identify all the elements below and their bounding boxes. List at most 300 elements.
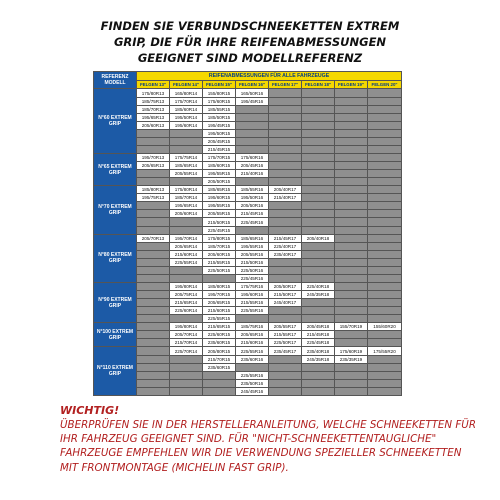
empty-cell	[302, 242, 335, 250]
empty-cell	[335, 234, 368, 242]
size-cell: 225/50R17	[269, 339, 302, 347]
size-cell: 215/70R15	[203, 355, 236, 363]
empty-cell	[269, 202, 302, 210]
empty-cell	[269, 162, 302, 170]
empty-cell	[269, 379, 302, 387]
empty-cell	[368, 307, 402, 315]
empty-cell	[137, 242, 170, 250]
empty-cell	[335, 97, 368, 105]
empty-cell	[170, 315, 203, 323]
empty-cell	[170, 129, 203, 137]
empty-cell	[302, 274, 335, 282]
size-cell: 225/45R15	[203, 226, 236, 234]
title-line-3: GEEIGNET SIND MODELLREFERENZ	[137, 51, 363, 65]
size-cell: 215/65R14	[170, 299, 203, 307]
size-cell: 185/80R13	[137, 186, 170, 194]
empty-cell	[236, 129, 269, 137]
table-row	[94, 242, 402, 250]
size-cell: 215/55R15	[203, 258, 236, 266]
column-header: FELGEN 18"	[302, 81, 335, 89]
size-cell: 195/55R16	[236, 242, 269, 250]
size-cell: 185/60R14	[170, 105, 203, 113]
empty-cell	[137, 226, 170, 234]
size-cell: 195/45R15	[203, 121, 236, 129]
empty-cell	[302, 97, 335, 105]
empty-cell	[137, 299, 170, 307]
model-ref-cell: N°100 EXTREM GRIP	[94, 323, 137, 347]
empty-cell	[368, 299, 402, 307]
empty-cell	[335, 258, 368, 266]
empty-cell	[137, 331, 170, 339]
empty-cell	[269, 274, 302, 282]
empty-cell	[170, 226, 203, 234]
table-row	[94, 307, 402, 315]
empty-cell	[302, 178, 335, 186]
empty-cell	[137, 282, 170, 290]
size-cell: 225/70R14	[170, 347, 203, 355]
size-cell: 185/70R13	[137, 105, 170, 113]
empty-cell	[302, 210, 335, 218]
table-row	[94, 331, 402, 339]
size-cell: 185/55R16	[236, 186, 269, 194]
size-cell: 165/50R16	[236, 89, 269, 97]
size-cell: 195/65R14	[170, 202, 203, 210]
empty-cell	[269, 145, 302, 153]
table-row	[94, 258, 402, 266]
size-cell: 225/55R16	[236, 371, 269, 379]
empty-cell	[137, 202, 170, 210]
empty-cell	[302, 363, 335, 371]
size-cell: 185/65R15	[203, 186, 236, 194]
empty-cell	[368, 274, 402, 282]
empty-cell	[335, 153, 368, 161]
empty-cell	[137, 178, 170, 186]
empty-cell	[137, 307, 170, 315]
empty-cell	[302, 121, 335, 129]
size-cell: 185/65R16	[236, 234, 269, 242]
empty-cell	[170, 274, 203, 282]
empty-cell	[335, 89, 368, 97]
empty-cell	[368, 218, 402, 226]
empty-cell	[302, 162, 335, 170]
empty-cell	[137, 210, 170, 218]
size-cell: 205/55R14	[170, 170, 203, 178]
table-row	[94, 129, 402, 137]
size-cell: 205/55R16	[236, 250, 269, 258]
model-ref-cell: N°65 EXTREM GRIP	[94, 153, 137, 185]
empty-cell	[335, 105, 368, 113]
empty-cell	[302, 129, 335, 137]
empty-cell	[368, 282, 402, 290]
table-row	[94, 194, 402, 202]
empty-cell	[137, 339, 170, 347]
empty-cell	[368, 113, 402, 121]
empty-cell	[269, 129, 302, 137]
ref-header: REFERENZ MODELL	[94, 72, 137, 89]
empty-cell	[368, 339, 402, 347]
empty-cell	[302, 113, 335, 121]
size-cell: 235/40R18	[302, 347, 335, 355]
empty-cell	[137, 371, 170, 379]
empty-cell	[203, 371, 236, 379]
column-header: FELGEN 13"	[137, 81, 170, 89]
empty-cell	[170, 145, 203, 153]
size-cell: 215/60R16	[236, 339, 269, 347]
empty-cell	[335, 218, 368, 226]
empty-cell	[137, 266, 170, 274]
empty-cell	[335, 137, 368, 145]
empty-cell	[269, 387, 302, 395]
title-line-2: GRIP, DIE FÜR IHRE REIFENABMESSUNGEN	[113, 35, 387, 49]
empty-cell	[170, 355, 203, 363]
size-cell: 175/80R14	[170, 186, 203, 194]
size-cell: 225/50R16	[236, 266, 269, 274]
size-cell: 215/45R15	[203, 145, 236, 153]
table-row	[94, 274, 402, 282]
table-row	[94, 97, 402, 105]
empty-cell	[302, 379, 335, 387]
empty-cell	[236, 145, 269, 153]
empty-cell	[368, 210, 402, 218]
table-row	[94, 145, 402, 153]
table-row	[94, 266, 402, 274]
size-cell: 235/45R17	[269, 347, 302, 355]
empty-cell	[170, 387, 203, 395]
size-cell: 195/55R15	[203, 170, 236, 178]
size-cell: 205/55R17	[269, 323, 302, 331]
empty-cell	[269, 153, 302, 161]
size-cell: 225/45R18	[302, 339, 335, 347]
size-cell: 185/60R15	[203, 162, 236, 170]
empty-cell	[137, 387, 170, 395]
empty-cell	[137, 291, 170, 299]
size-cell: 205/65R14	[170, 242, 203, 250]
size-cell: 205/70R14	[170, 331, 203, 339]
table-row	[94, 121, 402, 129]
table-row	[94, 137, 402, 145]
empty-cell	[368, 162, 402, 170]
empty-cell	[368, 258, 402, 266]
empty-cell	[368, 186, 402, 194]
empty-cell	[368, 129, 402, 137]
size-cell: 215/40R16	[236, 170, 269, 178]
empty-cell	[368, 250, 402, 258]
size-cell: 175/60R15	[203, 97, 236, 105]
size-cell: 175/80R13	[137, 89, 170, 97]
empty-cell	[170, 178, 203, 186]
size-cell: 215/55R17	[269, 331, 302, 339]
empty-cell	[170, 266, 203, 274]
empty-cell	[335, 315, 368, 323]
size-cell: 215/40R17	[269, 194, 302, 202]
table-row	[94, 153, 402, 161]
size-cell: 215/60R15	[203, 307, 236, 315]
empty-cell	[137, 363, 170, 371]
model-ref-cell: N°60 EXTREM GRIP	[94, 89, 137, 154]
model-ref-cell: N°70 EXTREM GRIP	[94, 186, 137, 234]
empty-cell	[302, 186, 335, 194]
size-cell: 195/50R15	[203, 129, 236, 137]
size-cell: 235/50R16	[236, 379, 269, 387]
size-cell: 205/55R15	[203, 210, 236, 218]
empty-cell	[335, 307, 368, 315]
empty-cell	[335, 145, 368, 153]
size-cell: 155/60R20	[368, 323, 402, 331]
table-row	[94, 291, 402, 299]
size-cell: 235/60R16	[236, 355, 269, 363]
model-ref-cell: N°90 EXTREM GRIP	[94, 282, 137, 322]
size-cell: 175/60R16	[236, 153, 269, 161]
size-cell: 225/50R15	[203, 266, 236, 274]
size-cell: 195/60R16	[236, 291, 269, 299]
empty-cell	[236, 113, 269, 121]
empty-cell	[335, 162, 368, 170]
size-cell: 235/60R15	[203, 339, 236, 347]
empty-cell	[137, 347, 170, 355]
empty-cell	[137, 129, 170, 137]
size-cell: 225/45R16	[236, 218, 269, 226]
size-cell: 225/40R17	[269, 242, 302, 250]
empty-cell	[368, 242, 402, 250]
empty-cell	[203, 274, 236, 282]
empty-cell	[368, 226, 402, 234]
empty-cell	[236, 105, 269, 113]
size-cell: 195/80R14	[170, 282, 203, 290]
empty-cell	[269, 170, 302, 178]
empty-cell	[269, 315, 302, 323]
size-cell: 155/70R19	[335, 323, 368, 331]
table-row	[94, 170, 402, 178]
size-cell: 185/65R14	[170, 162, 203, 170]
empty-cell	[236, 226, 269, 234]
empty-cell	[302, 145, 335, 153]
empty-cell	[302, 258, 335, 266]
empty-cell	[302, 89, 335, 97]
empty-cell	[335, 371, 368, 379]
empty-cell	[335, 242, 368, 250]
empty-cell	[368, 331, 402, 339]
empty-cell	[335, 226, 368, 234]
empty-cell	[203, 379, 236, 387]
size-cell: 205/50R16	[236, 202, 269, 210]
size-cell: 245/45R16	[236, 387, 269, 395]
table-row	[94, 299, 402, 307]
empty-cell	[269, 121, 302, 129]
size-cell: 225/55R16	[236, 307, 269, 315]
empty-cell	[269, 97, 302, 105]
empty-cell	[236, 315, 269, 323]
empty-cell	[335, 387, 368, 395]
table-row	[94, 186, 402, 194]
size-cell: 195/65R13	[137, 113, 170, 121]
size-cell: 185/55R15	[203, 105, 236, 113]
empty-cell	[368, 387, 402, 395]
size-cell: 205/60R15	[203, 250, 236, 258]
size-cell: 175/75R16	[236, 282, 269, 290]
table-row	[94, 371, 402, 379]
empty-cell	[236, 178, 269, 186]
table-row	[94, 250, 402, 258]
empty-cell	[368, 315, 402, 323]
model-ref-cell: N°110 EXTREM GRIP	[94, 347, 137, 396]
empty-cell	[368, 355, 402, 363]
size-cell: 205/60R14	[170, 210, 203, 218]
warning-text: ÜBERPRÜFEN SIE IN DER HERSTELLERANLEITUNG, WELCHE SCHNEEKETTEN FÜR IHR FAHRZEUG GEEIGNET SIND. FÜR "NICHT-SCHNEEKETTENTAUGLICHE" FAHRZEUGE EMPFEHLEN WIR DIE VERWENDUNG SPEZIELLER SCHNEEKETTEN MIT FRONTMONTAGE (MICHELIN FAST GRIP).	[60, 419, 476, 474]
size-cell: 205/70R13	[137, 234, 170, 242]
empty-cell	[368, 170, 402, 178]
size-cell: 205/50R15	[203, 178, 236, 186]
column-header: FELGEN 16"	[236, 81, 269, 89]
empty-cell	[368, 178, 402, 186]
size-cell: 205/65R13	[137, 162, 170, 170]
table-row	[94, 202, 402, 210]
title-line-1: FINDEN SIE VERBUNDSCHNEEKETTEN EXTREM	[100, 19, 400, 33]
empty-cell	[368, 194, 402, 202]
size-cell: 175/80R15	[203, 234, 236, 242]
empty-cell	[335, 129, 368, 137]
empty-cell	[335, 113, 368, 121]
empty-cell	[368, 105, 402, 113]
size-cell: 225/40R18	[302, 282, 335, 290]
size-cell: 175/70R15	[203, 153, 236, 161]
table-row	[94, 347, 402, 355]
empty-cell	[335, 170, 368, 178]
size-cell: 195/55R15	[203, 202, 236, 210]
header-row	[94, 72, 402, 81]
empty-cell	[335, 194, 368, 202]
size-cell: 205/65R16	[236, 331, 269, 339]
size-cell: 195/50R16	[236, 194, 269, 202]
column-header: FELGEN 17"	[269, 81, 302, 89]
size-cell: 155/80R15	[203, 89, 236, 97]
empty-cell	[137, 323, 170, 331]
size-cell: 215/70R14	[170, 339, 203, 347]
empty-cell	[302, 371, 335, 379]
size-cell: 235/60R15	[203, 363, 236, 371]
empty-cell	[368, 371, 402, 379]
empty-cell	[269, 363, 302, 371]
empty-cell	[335, 331, 368, 339]
size-cell: 225/55R15	[203, 315, 236, 323]
empty-cell	[368, 97, 402, 105]
size-cell: 175/75R14	[170, 153, 203, 161]
empty-cell	[302, 218, 335, 226]
empty-cell	[302, 105, 335, 113]
empty-cell	[302, 194, 335, 202]
empty-cell	[302, 153, 335, 161]
table-row	[94, 113, 402, 121]
table-row	[94, 178, 402, 186]
empty-cell	[302, 299, 335, 307]
empty-cell	[269, 137, 302, 145]
empty-cell	[137, 170, 170, 178]
column-header: FELGEN 14"	[170, 81, 203, 89]
table-row	[94, 387, 402, 395]
table-row	[94, 282, 402, 290]
empty-cell	[269, 178, 302, 186]
size-cell: 215/50R17	[269, 291, 302, 299]
empty-cell	[302, 315, 335, 323]
table-row	[94, 323, 402, 331]
size-cell: 235/35R19	[335, 355, 368, 363]
empty-cell	[170, 218, 203, 226]
size-cell: 225/60R15	[203, 331, 236, 339]
size-cell: 215/50R15	[203, 218, 236, 226]
empty-cell	[170, 363, 203, 371]
empty-cell	[269, 266, 302, 274]
size-cell: 215/45R18	[302, 331, 335, 339]
empty-cell	[335, 339, 368, 347]
empty-cell	[269, 113, 302, 121]
empty-cell	[137, 250, 170, 258]
empty-cell	[368, 153, 402, 161]
size-cell: 215/45R17	[269, 234, 302, 242]
size-cell: 185/80R15	[203, 282, 236, 290]
size-cell: 195/60R14	[170, 121, 203, 129]
size-cell: 215/60R14	[170, 250, 203, 258]
empty-cell	[368, 89, 402, 97]
empty-cell	[335, 121, 368, 129]
table-body	[94, 72, 402, 396]
empty-cell	[368, 202, 402, 210]
empty-cell	[368, 121, 402, 129]
size-cell: 225/55R14	[170, 258, 203, 266]
empty-cell	[302, 137, 335, 145]
empty-cell	[335, 274, 368, 282]
empty-cell	[302, 202, 335, 210]
size-cell: 175/60R19	[335, 347, 368, 355]
size-cell: 245/35R18	[302, 355, 335, 363]
empty-cell	[302, 266, 335, 274]
empty-cell	[335, 202, 368, 210]
empty-cell	[269, 89, 302, 97]
empty-cell	[302, 226, 335, 234]
empty-cell	[302, 307, 335, 315]
size-cell: 215/65R15	[203, 323, 236, 331]
column-header: FELGEN 19"	[335, 81, 368, 89]
size-cell: 205/65R15	[203, 299, 236, 307]
size-cell: 235/40R17	[269, 250, 302, 258]
empty-cell	[335, 186, 368, 194]
column-header: FELGEN 20"	[368, 81, 402, 89]
empty-cell	[368, 266, 402, 274]
empty-cell	[335, 291, 368, 299]
empty-cell	[335, 379, 368, 387]
empty-cell	[368, 379, 402, 387]
warning-title: WICHTIG!	[60, 404, 120, 417]
size-cell: 205/45R18	[302, 323, 335, 331]
empty-cell	[137, 379, 170, 387]
empty-cell	[269, 371, 302, 379]
table-row	[94, 162, 402, 170]
size-cell: 205/60R13	[137, 121, 170, 129]
empty-cell	[302, 170, 335, 178]
size-cell: 205/45R15	[203, 137, 236, 145]
size-cell: 195/70R13	[137, 153, 170, 161]
empty-cell	[236, 137, 269, 145]
empty-cell	[170, 137, 203, 145]
size-cell: 225/60R14	[170, 307, 203, 315]
empty-cell	[170, 379, 203, 387]
table-row	[94, 218, 402, 226]
empty-cell	[335, 299, 368, 307]
size-cell: 195/75R13	[137, 194, 170, 202]
empty-cell	[335, 282, 368, 290]
size-cell: 205/40R17	[269, 186, 302, 194]
table-row	[94, 355, 402, 363]
table-row	[94, 379, 402, 387]
model-ref-cell: N°80 EXTREM GRIP	[94, 234, 137, 282]
